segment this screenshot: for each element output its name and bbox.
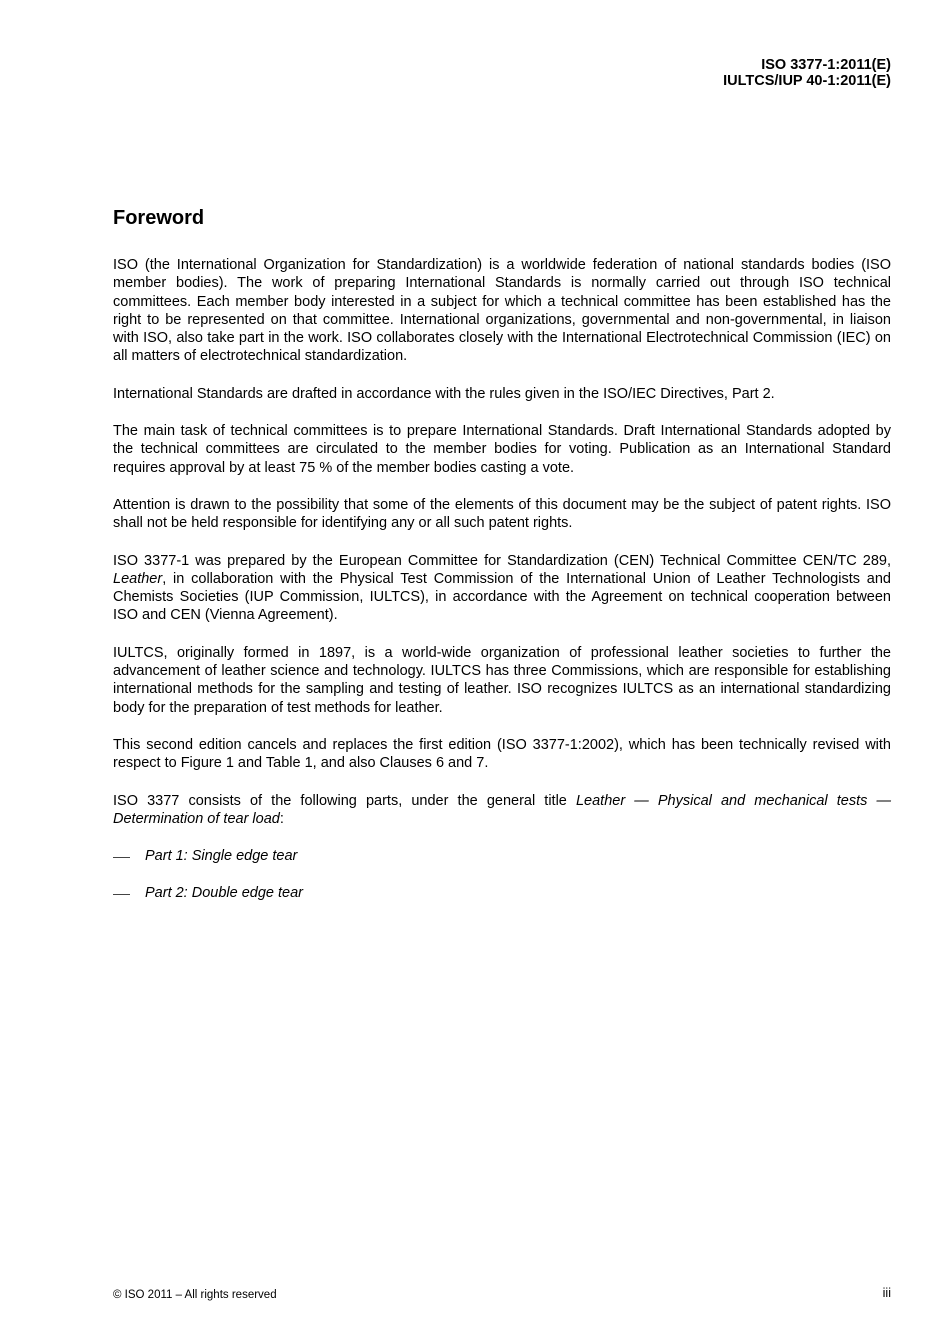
- paragraph-preparation: [113, 552, 891, 625]
- parts-intro-general-title: Leather — Physical and mechanical tests — Determination of tear load: [113, 792, 891, 827]
- paragraph-patent-rights: Attention is drawn to the possibility that some of the elements of this document may be the subject of patent rights. ISO shall not be held responsible for identifying any or all such patent rights.: [113, 496, 891, 532]
- dash-bullet-icon: [113, 857, 130, 858]
- page-title: Foreword: [113, 207, 205, 229]
- dash-bullet-icon: [113, 894, 130, 895]
- parts-intro-text-end: :: [279, 810, 284, 827]
- paragraph-parts-intro: [113, 792, 891, 829]
- foreword-body: [113, 256, 891, 922]
- preparation-text-start: ISO 3377-1 was prepared by the European Committee for Standardization (CEN) Technical Committee CEN/TC 289,: [113, 552, 891, 569]
- iso-reference: ISO 3377-1:2011(E): [761, 57, 891, 73]
- parts-intro-text-start: ISO 3377 consists of the following parts, under the general title: [113, 792, 576, 809]
- paragraph-iultcs: IULTCS, originally formed in 1897, is a world-wide organization of professional leather societies to further the advancement of leather science and technology. IULTCS has three Commissions, which are responsible for establishing international methods for the sampling and testing of leather. ISO recognizes IULTCS as an international standardizing body for the preparation of test methods for leather.: [113, 644, 891, 716]
- list-item-label: Part 2: Double edge tear: [145, 885, 303, 902]
- list-item: [113, 847, 891, 865]
- list-item: [113, 884, 891, 902]
- paragraph-iso-intro: ISO (the International Organization for Standardization) is a worldwide federation of national standards bodies (ISO member bodies). The work of preparing International Standards is normally carried out through ISO technical committees. Each member body interested in a subject for which a technical committee has been established has the right to be represented on that committee. International organizations, governmental and non-governmental, in liaison with ISO, also take part in the work. ISO collaborates closely with the International Electrotechnical Commission (IEC) on all matters of electrotechnical standardization.: [113, 257, 891, 365]
- preparation-text-end: , in collaboration with the Physical Test Commission of the International Union of Leather Technologists and Chemists Societies (IUP Commission, IULTCS), in accordance with the Agreement on technical cooperation between ISO and CEN (Vienna Agreement).: [113, 570, 891, 624]
- preparation-italic-leather: Leather: [113, 570, 163, 587]
- footer-copyright: © ISO 2011 – All rights reserved: [113, 1289, 277, 1301]
- document-header: [723, 57, 891, 89]
- iultcs-reference: IULTCS/IUP 40-1:2011(E): [723, 73, 891, 89]
- paragraph-edition: This second edition cancels and replaces the first edition (ISO 3377-1:2002), which has been technically revised with respect to Figure 1 and Table 1, and also Clauses 6 and 7.: [113, 736, 891, 772]
- list-item-label: Part 1: Single edge tear: [145, 848, 298, 865]
- paragraph-committees: The main task of technical committees is to prepare International Standards. Draft International Standards adopted by the technical committees are circulated to the member bodies for voting. Publication as an International Standard requires approval by at least 75 % of the member bodies casting a vote.: [113, 423, 891, 476]
- footer-page-number: iii: [882, 1286, 891, 1300]
- paragraph-directives: International Standards are drafted in accordance with the rules given in the ISO/IEC Directives, Part 2.: [113, 385, 775, 402]
